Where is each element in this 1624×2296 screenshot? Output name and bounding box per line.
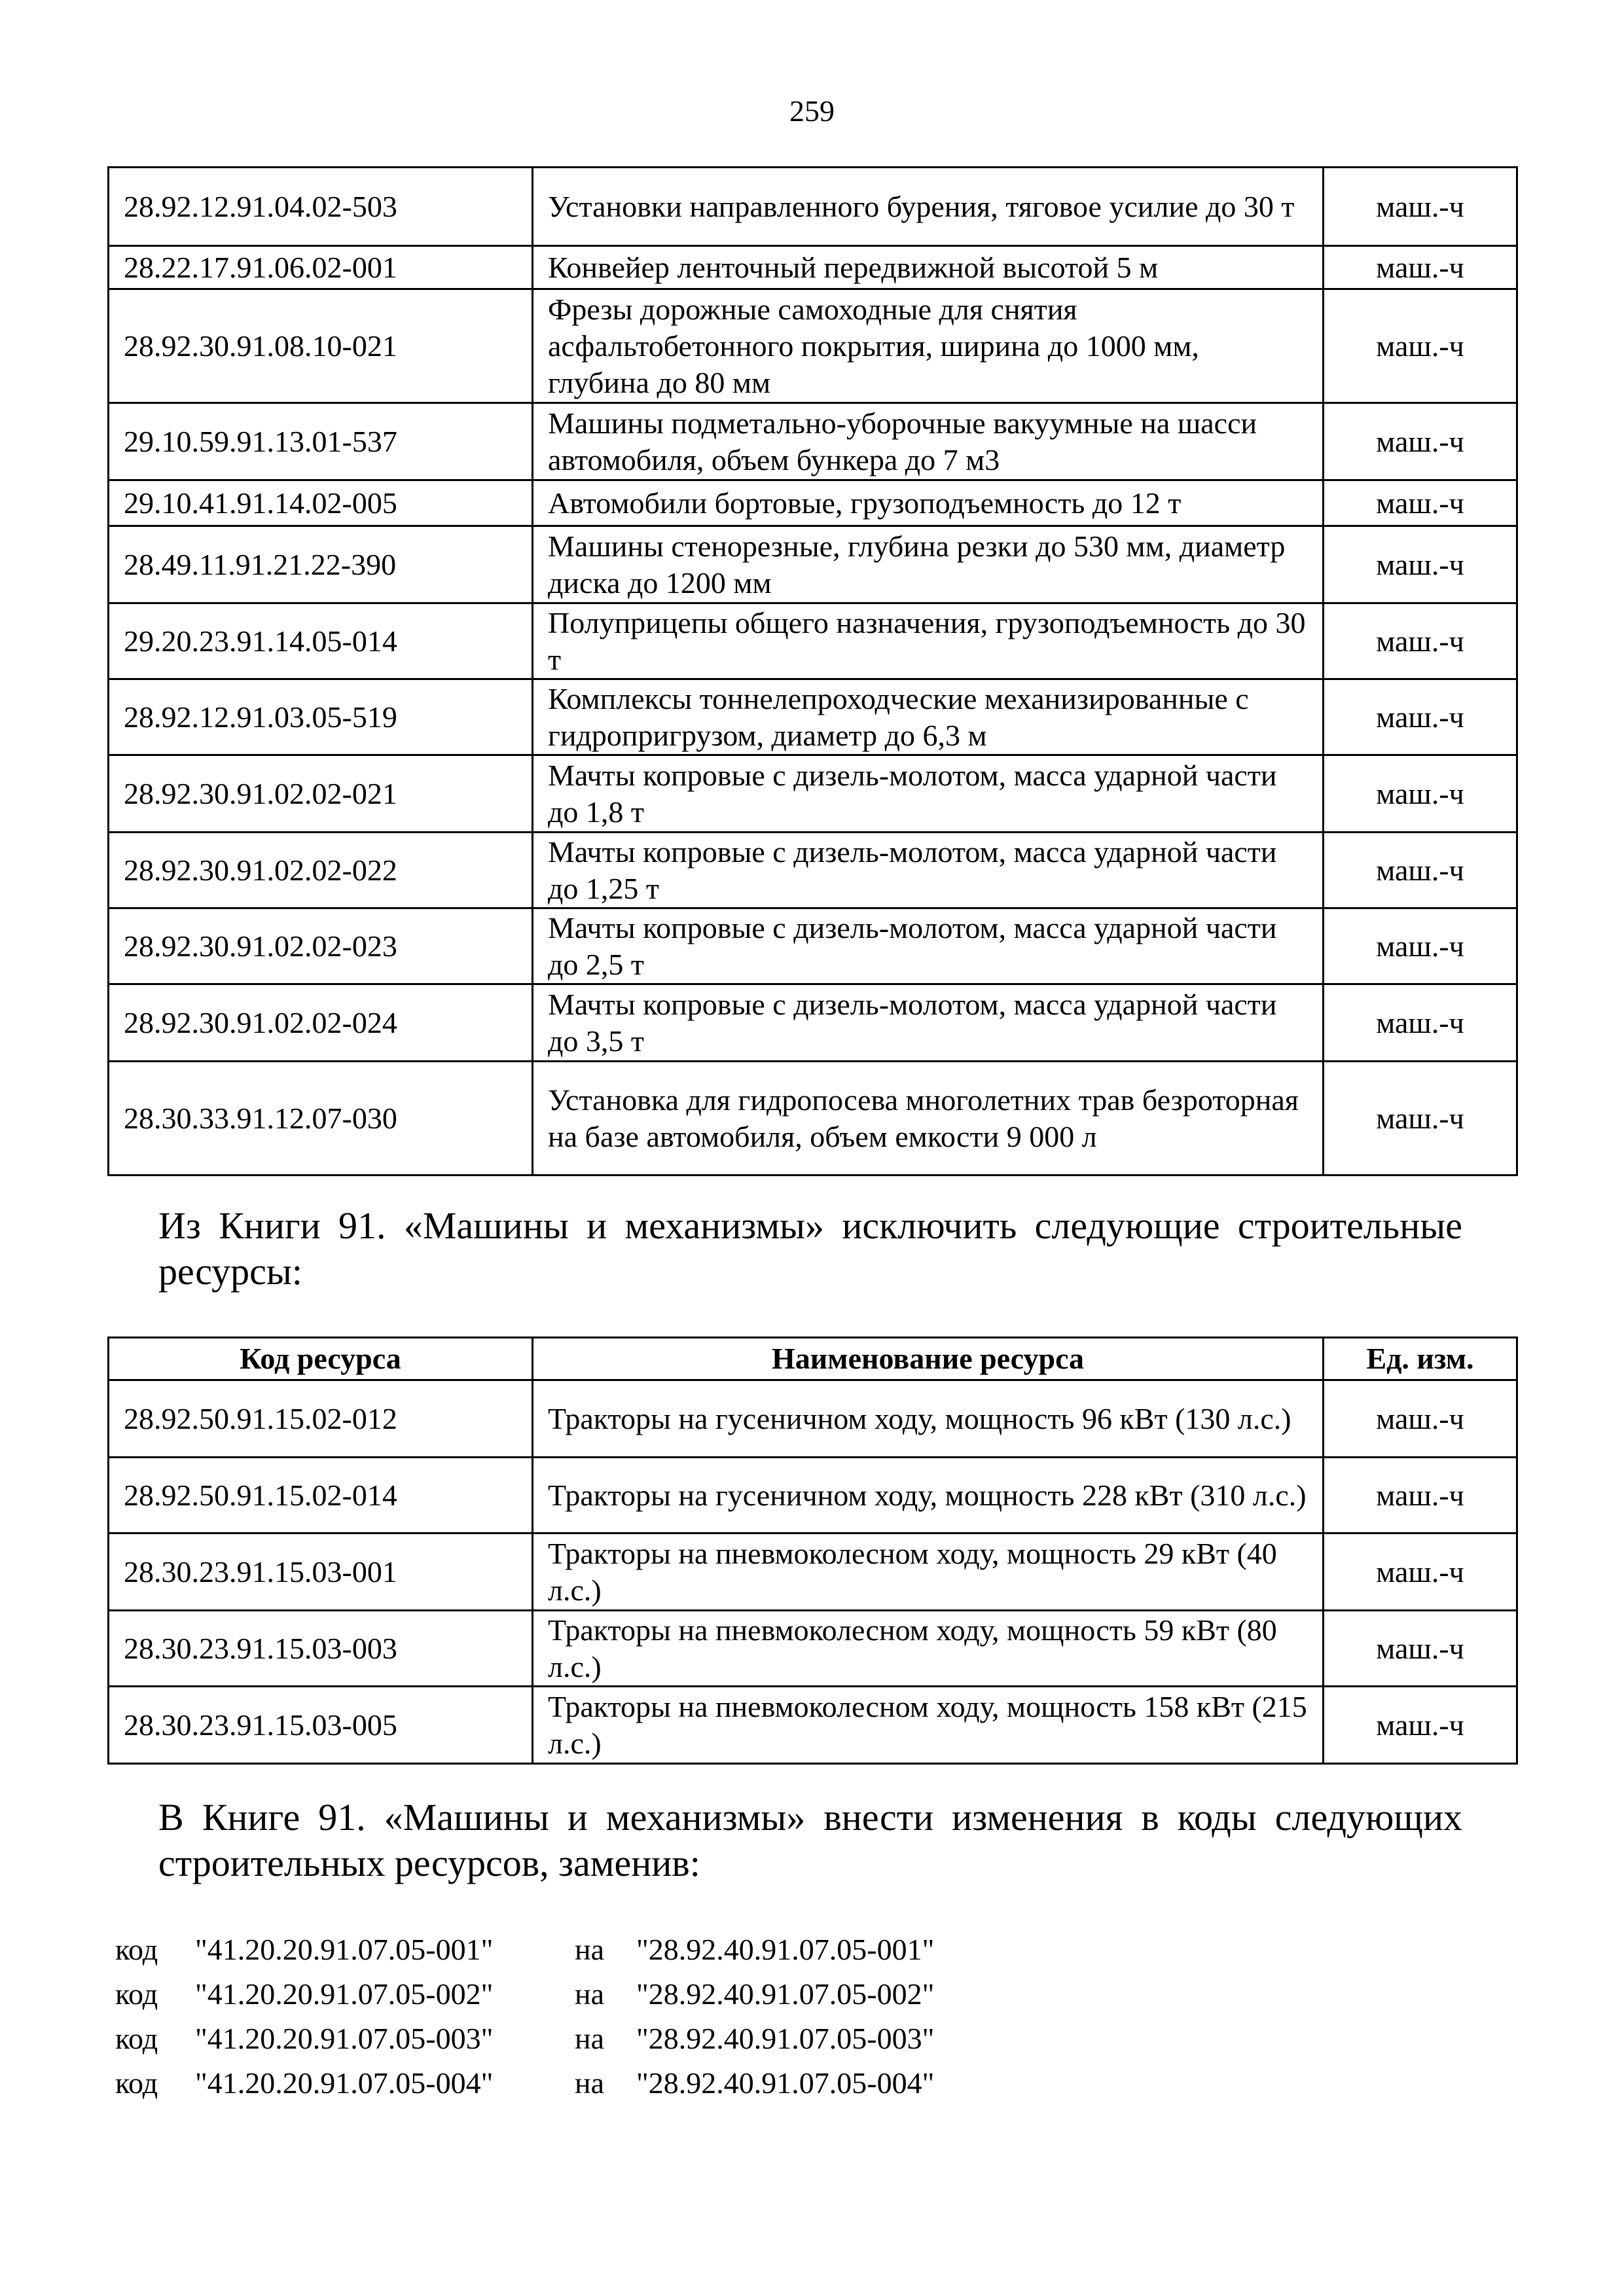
resource-code: 28.92.30.91.02.02-021	[109, 755, 533, 833]
resource-name: Полуприцепы общего назначения, грузоподъемность до 30 т	[533, 603, 1324, 679]
resource-name: Машины стенорезные, глубина резки до 530 мм, диаметр диска до 1200 мм	[533, 526, 1324, 603]
table-row	[109, 1458, 1517, 1534]
resource-unit: маш.-ч	[1324, 1458, 1517, 1534]
table-row	[109, 246, 1517, 289]
resource-unit: маш.-ч	[1324, 984, 1517, 1062]
replace-word: на	[575, 2022, 605, 2055]
table-row	[109, 908, 1517, 984]
table-row	[109, 526, 1517, 603]
resource-name: Установка для гидропосева многолетних трав безроторная на базе автомобиля, объем емкости 9 000 л	[533, 1062, 1324, 1175]
resource-unit: маш.-ч	[1324, 526, 1517, 603]
resource-unit: маш.-ч	[1324, 908, 1517, 984]
table-row	[109, 833, 1517, 908]
table-row	[109, 984, 1517, 1062]
resource-code: 28.30.23.91.15.03-005	[109, 1687, 533, 1764]
resources-table-top	[107, 166, 1518, 1176]
replace-word: на	[575, 1977, 605, 2011]
new-code: "28.92.40.91.07.05-003"	[636, 2022, 935, 2055]
table-row	[109, 1687, 1517, 1764]
resource-code: 28.30.33.91.12.07-030	[109, 1062, 533, 1175]
resource-unit: маш.-ч	[1324, 168, 1517, 246]
table-row	[109, 679, 1517, 755]
resource-code: 28.92.30.91.02.02-024	[109, 984, 533, 1062]
resource-code: 28.22.17.91.06.02-001	[109, 246, 533, 289]
old-code: "41.20.20.91.07.05-002"	[195, 1977, 494, 2011]
resource-unit: маш.-ч	[1324, 755, 1517, 833]
code-label: код	[115, 2022, 158, 2055]
table-row	[109, 168, 1517, 246]
code-label: код	[115, 1933, 158, 1966]
table-row	[109, 755, 1517, 833]
resource-code: 28.92.30.91.02.02-023	[109, 908, 533, 984]
table-row	[109, 1534, 1517, 1611]
change-paragraph: В Книге 91. «Машины и механизмы» внести изменения в коды следующих строительных ресурсов, заменив:	[158, 1796, 1462, 1884]
new-code: "28.92.40.91.07.05-001"	[636, 1933, 935, 1966]
replace-word: на	[575, 1933, 605, 1966]
table-row	[109, 603, 1517, 679]
resource-name: Тракторы на пневмоколесном ходу, мощность 29 кВт (40 л.с.)	[533, 1534, 1324, 1611]
resource-name: Мачты копровые с дизель-молотом, масса ударной части до 1,8 т	[533, 755, 1324, 833]
new-code: "28.92.40.91.07.05-002"	[636, 1977, 935, 2011]
resource-name: Мачты копровые с дизель-молотом, масса ударной части до 3,5 т	[533, 984, 1324, 1062]
resource-code: 29.10.59.91.13.01-537	[109, 403, 533, 480]
resource-unit: маш.-ч	[1324, 480, 1517, 526]
resource-unit: маш.-ч	[1324, 1687, 1517, 1764]
table-row	[109, 1611, 1517, 1687]
page-number: 259	[789, 94, 835, 128]
old-code: "41.20.20.91.07.05-001"	[195, 1933, 494, 1966]
resource-code: 29.10.41.91.14.02-005	[109, 480, 533, 526]
resource-unit: маш.-ч	[1324, 1534, 1517, 1611]
resource-code: 28.92.50.91.15.02-012	[109, 1380, 533, 1458]
resource-name: Тракторы на пневмоколесном ходу, мощность 158 кВт (215 л.с.)	[533, 1687, 1324, 1764]
resource-code: 28.92.30.91.08.10-021	[109, 289, 533, 403]
resource-unit: маш.-ч	[1324, 246, 1517, 289]
table-row	[109, 1062, 1517, 1175]
resource-name: Тракторы на пневмоколесном ходу, мощность 59 кВт (80 л.с.)	[533, 1611, 1324, 1687]
resource-name: Машины подметально-уборочные вакуумные на шасси автомобиля, объем бункера до 7 м3	[533, 403, 1324, 480]
resource-name: Тракторы на гусеничном ходу, мощность 228 кВт (310 л.с.)	[533, 1458, 1324, 1534]
resource-unit: маш.-ч	[1324, 403, 1517, 480]
code-label: код	[115, 1977, 158, 2011]
resource-unit: маш.-ч	[1324, 1062, 1517, 1175]
resource-code: 28.92.12.91.04.02-503	[109, 168, 533, 246]
header-code: Код ресурса	[109, 1338, 533, 1380]
resource-name: Установки направленного бурения, тяговое усилие до 30 т	[533, 168, 1324, 246]
resource-unit: маш.-ч	[1324, 833, 1517, 908]
resource-name: Тракторы на гусеничном ходу, мощность 96 кВт (130 л.с.)	[533, 1380, 1324, 1458]
resource-code: 28.92.30.91.02.02-022	[109, 833, 533, 908]
resource-name: Комплексы тоннелепроходческие механизированные с гидропригрузом, диаметр до 6,3 м	[533, 679, 1324, 755]
code-label: код	[115, 2066, 158, 2100]
old-code: "41.20.20.91.07.05-003"	[195, 2022, 494, 2055]
table-row	[109, 403, 1517, 480]
resource-code: 28.92.12.91.03.05-519	[109, 679, 533, 755]
table-row	[109, 1380, 1517, 1458]
resource-unit: маш.-ч	[1324, 603, 1517, 679]
exclude-paragraph: Из Книги 91. «Машины и механизмы» исключить следующие строительные ресурсы:	[158, 1204, 1462, 1293]
resource-unit: маш.-ч	[1324, 1611, 1517, 1687]
header-name: Наименование ресурса	[533, 1338, 1324, 1380]
resource-name: Мачты копровые с дизель-молотом, масса ударной части до 1,25 т	[533, 833, 1324, 908]
table-row	[109, 289, 1517, 403]
resources-table-excluded	[107, 1336, 1518, 1765]
table-header-row	[109, 1338, 1517, 1380]
table-row	[109, 480, 1517, 526]
resource-unit: маш.-ч	[1324, 679, 1517, 755]
resource-code: 28.49.11.91.21.22-390	[109, 526, 533, 603]
resource-code: 28.30.23.91.15.03-001	[109, 1534, 533, 1611]
resource-name: Мачты копровые с дизель-молотом, масса ударной части до 2,5 т	[533, 908, 1324, 984]
replace-word: на	[575, 2066, 605, 2100]
header-unit: Ед. изм.	[1324, 1338, 1517, 1380]
resource-unit: маш.-ч	[1324, 1380, 1517, 1458]
resource-code: 28.92.50.91.15.02-014	[109, 1458, 533, 1534]
resource-code: 28.30.23.91.15.03-003	[109, 1611, 533, 1687]
new-code: "28.92.40.91.07.05-004"	[636, 2066, 935, 2100]
old-code: "41.20.20.91.07.05-004"	[195, 2066, 494, 2100]
resource-name: Фрезы дорожные самоходные для снятия асфальтобетонного покрытия, ширина до 1000 мм, глубина до 80 мм	[533, 289, 1324, 403]
resource-code: 29.20.23.91.14.05-014	[109, 603, 533, 679]
resource-name: Конвейер ленточный передвижной высотой 5 м	[533, 246, 1324, 289]
resource-name: Автомобили бортовые, грузоподъемность до 12 т	[533, 480, 1324, 526]
resource-unit: маш.-ч	[1324, 289, 1517, 403]
